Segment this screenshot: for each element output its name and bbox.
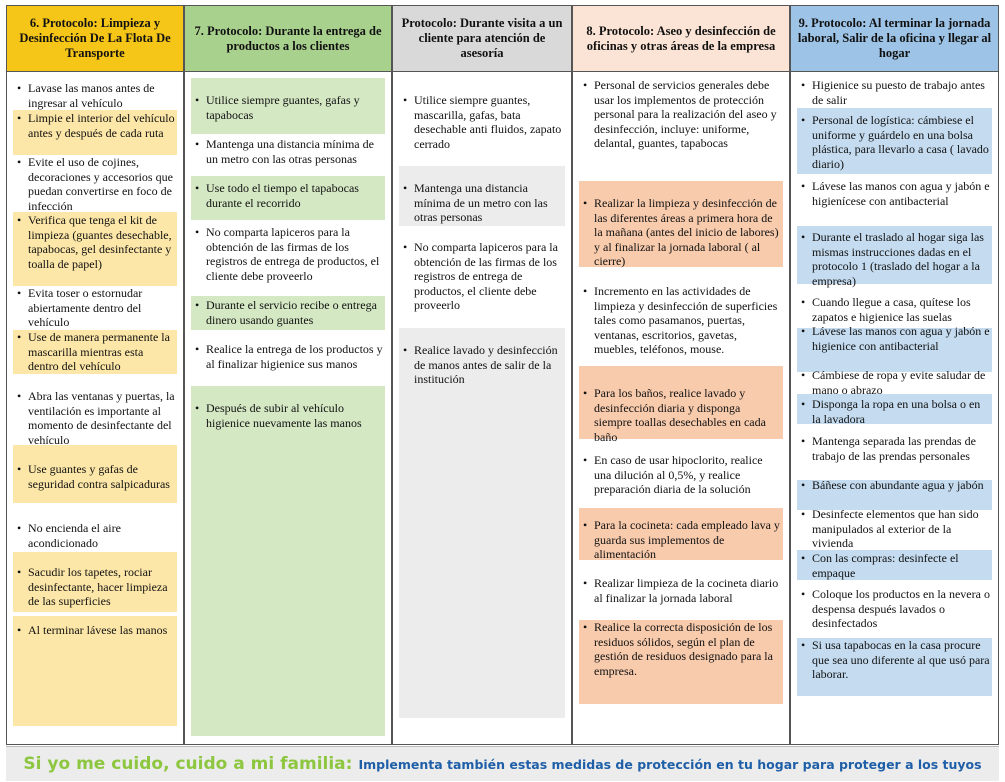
list-item: • Realizar limpieza de la cocineta diario al finalizar la jornada laboral — [583, 576, 781, 605]
column-header: Protocolo: Durante visita a un cliente para atención de asesoría — [393, 6, 571, 72]
list-item: • Mantenga una distancia mínima de un metro con las otras personas — [403, 181, 563, 225]
list-item: • Verifica que tenga el kit de limpieza (guantes desechable, tapabocas, gel desinfectante y toalla de papel) — [17, 213, 175, 271]
list-item: • Realice la entrega de los productos y al finalizar higienice sus manos — [195, 342, 383, 371]
list-item: • Báñese con abundante agua y jabón — [801, 478, 990, 493]
column-body — [579, 78, 783, 736]
column-header: 8. Protocolo: Aseo y desinfección de oficinas y otras áreas de la empresa — [573, 6, 789, 72]
list-item: • Lávese las manos con agua y jabón e higienice con antibacterial — [801, 324, 990, 353]
list-item: • Realice lavado y desinfección de manos antes de salir de la institución — [403, 343, 563, 387]
footer-message: Implementa también estas medidas de protección en tu hogar para proteger a los tuyos — [358, 756, 982, 772]
protocol-column-visit — [392, 5, 572, 745]
list-item: • Si usa tapabocas en la casa procure que sea uno diferente al que usó para laborar. — [801, 638, 990, 682]
list-item: • Limpie el interior del vehículo antes y después de cada ruta — [17, 111, 175, 140]
list-item: • Evite el uso de cojines, decoraciones y accesorios que puedan convertirse en foco de infección — [17, 155, 175, 213]
footer-slogan: Si yo me cuido, cuido a mi familia: — [23, 754, 353, 774]
list-item: • Use todo el tiempo el tapabocas durante el recorrido — [195, 181, 383, 210]
list-item: • Utilice siempre guantes, mascarilla, gafas, bata desechable anti fluidos, zapato cerrado — [403, 93, 563, 151]
protocol-column-9 — [790, 5, 999, 745]
list-item: • En caso de usar hipoclorito, realice una dilución al 0,5%, y realice preparación diaria de la solución — [583, 453, 781, 497]
list-item: • Mantenga separada las prendas de trabajo de las prendas personales — [801, 434, 990, 463]
list-item: • Para los baños, realice lavado y desinfección diaria y disponga siempre toallas desechables en cada baño — [583, 386, 781, 444]
column-header: 6. Protocolo: Limpieza y Desinfección De La Flota De Transporte — [7, 6, 183, 72]
list-item: • Disponga la ropa en una bolsa o en la lavadora — [801, 397, 990, 426]
footer-banner — [6, 746, 999, 781]
list-item: • Durante el traslado al hogar siga las mismas instrucciones dadas en el protocolo 1 (traslado del hogar a la empresa) — [801, 230, 990, 288]
list-item: • No comparta lapiceros para la obtención de las firmas de los registros de entrega de productos, el cliente debe proveerlo — [403, 240, 563, 313]
column-body — [797, 78, 992, 736]
list-item: • Durante el servicio recibe o entrega dinero usando guantes — [195, 298, 383, 327]
list-item: • Abra las ventanas y puertas, la ventilación es importante al momento de desinfectante del vehículo — [17, 389, 175, 447]
protocol-column-7 — [184, 5, 392, 745]
list-item: • Utilice siempre guantes, gafas y tapabocas — [195, 93, 383, 122]
list-item: • Use de manera permanente la mascarilla mientras esta dentro del vehículo — [17, 330, 175, 374]
list-item: • Evita toser o estornudar abiertamente dentro del vehículo — [17, 286, 175, 330]
protocol-column-6 — [6, 5, 184, 745]
column-body — [191, 78, 385, 736]
list-item: • Mantenga una distancia mínima de un metro con las otras personas — [195, 137, 383, 166]
list-item: • Desinfecte elementos que han sido manipulados al exterior de la vivienda — [801, 507, 990, 551]
list-item: • Realice la correcta disposición de los residuos sólidos, según el plan de gestión de residuos designado para la empresa. — [583, 620, 781, 678]
list-item: • Coloque los productos en la nevera o despensa después lavados o desinfectados — [801, 587, 990, 631]
list-item: • Sacudir los tapetes, rociar desinfectante, hacer limpieza de las superficies — [17, 565, 175, 609]
column-header: 9. Protocolo: Al terminar la jornada laboral, Salir de la oficina y llegar al hogar — [791, 6, 998, 72]
list-item: • Cuando llegue a casa, quítese los zapatos e higienice las suelas — [801, 295, 990, 324]
list-item: • No comparta lapiceros para la obtención de las firmas de los registros de entrega de productos, el cliente debe proveerlo — [195, 225, 383, 283]
column-body — [399, 78, 565, 736]
list-item: • Después de subir al vehículo higienice nuevamente las manos — [195, 401, 383, 430]
list-item: • Realizar la limpieza y desinfección de las diferentes áreas a primera hora de la mañana (antes del inicio de labores) y al finalizar la jornada laboral ( al cierre) — [583, 196, 781, 269]
list-item: • No encienda el aire acondicionado — [17, 521, 175, 550]
list-item: • Lavase las manos antes de ingresar al vehículo — [17, 81, 175, 110]
list-item: • Personal de logística: cámbiese el uniforme y guárdelo en una bolsa plástica, para llevarlo a casa ( lavado diario) — [801, 113, 990, 171]
protocol-column-8 — [572, 5, 790, 745]
column-header: 7. Protocolo: Durante la entrega de productos a los clientes — [185, 6, 391, 72]
list-item: • Cámbiese de ropa y evite saludar de mano o abrazo — [801, 368, 990, 397]
list-item: • Personal de servicios generales debe usar los implementos de protección personal para la realización del aseo y desinfección, incluye: uniforme, delantal, guantes, tapabocas — [583, 78, 781, 151]
list-item: • Al terminar lávese las manos — [17, 623, 175, 638]
list-item: • Incremento en las actividades de limpieza y desinfección de superficies tales como pasamanos, puertas, ventanas, escritorios, gavetas, muebles, teléfonos, mouse. — [583, 284, 781, 357]
column-body — [13, 78, 177, 736]
list-item: • Use guantes y gafas de seguridad contra salpicaduras — [17, 462, 175, 491]
list-item: • Con las compras: desinfecte el empaque — [801, 551, 990, 580]
list-item: • Higienice su puesto de trabajo antes de salir — [801, 78, 990, 107]
list-item: • Lávese las manos con agua y jabón e higienícese con antibacterial — [801, 179, 990, 208]
protocol-grid — [6, 5, 999, 745]
list-item: • Para la cocineta: cada empleado lava y guarda sus implementos de alimentación — [583, 518, 781, 562]
